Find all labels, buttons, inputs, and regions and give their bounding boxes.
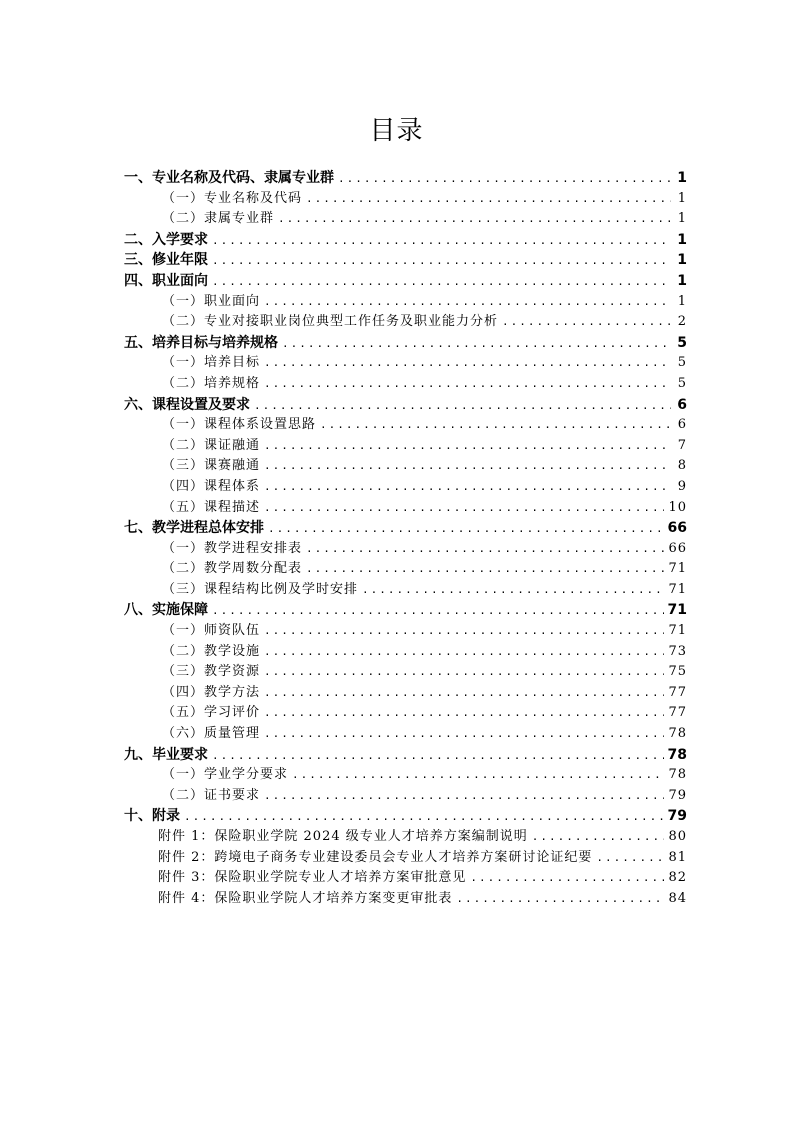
toc-chapter-entry[interactable] <box>124 250 687 271</box>
toc-entry-text: 附件 3：保险职业学院专业人才培养方案审批意见 <box>158 870 467 886</box>
toc-page-number: 1 <box>677 272 687 289</box>
toc-chapter-entry[interactable] <box>124 600 687 621</box>
toc-entry-text: 七、教学进程总体安排 <box>124 520 264 537</box>
toc-entry-text: 三、修业年限 <box>124 252 208 269</box>
dot-leader <box>254 396 671 416</box>
toc-entry-text: （三）课程结构比例及学时安排 <box>162 581 359 597</box>
toc-page-number: 5 <box>677 334 687 351</box>
toc-entry-text: 四、职业面向 <box>124 272 208 289</box>
dot-leader <box>596 848 664 869</box>
toc-entry-text: 五、培养目标与培养规格 <box>124 334 278 351</box>
toc-entry-text: （一）职业面向 <box>162 293 261 309</box>
toc-chapter-entry[interactable] <box>124 333 687 354</box>
toc-entry-text: （一）课程体系设置思路 <box>162 417 317 433</box>
dot-leader <box>268 519 664 539</box>
toc-entry-text: 附件 1：保险职业学院 2024 级专业人才培养方案编制说明 <box>158 829 528 844</box>
toc-page-number: 78 <box>668 726 687 742</box>
toc-entry-text: （三）教学资源 <box>162 664 261 680</box>
toc-page-number: 71 <box>668 561 687 577</box>
dot-leader <box>264 683 664 704</box>
toc-entry-text: （二）培养规格 <box>162 375 261 391</box>
toc-section-entry[interactable] <box>124 498 687 519</box>
toc-entry-text: （一）培养目标 <box>162 355 261 371</box>
toc-page-number: 1 <box>677 231 687 248</box>
toc-entry-text: 二、入学要求 <box>124 231 208 248</box>
toc-entry-text: 附件 4：保险职业学院人才培养方案变更审批表 <box>158 890 453 906</box>
toc-section-entry[interactable] <box>124 786 687 807</box>
toc-section-entry[interactable] <box>124 559 687 580</box>
dot-leader <box>264 642 664 663</box>
toc-entry-text: 附件 2：跨境电子商务专业建设委员会专业人才培养方案研讨论证纪要 <box>158 849 593 865</box>
toc-entry-text: （六）质量管理 <box>162 726 261 742</box>
toc-page-number: 77 <box>668 684 687 700</box>
toc-entry-text: 八、实施保障 <box>124 602 208 619</box>
dot-leader <box>264 477 671 498</box>
toc-section-entry[interactable] <box>124 353 687 374</box>
toc-chapter-entry[interactable] <box>124 271 687 292</box>
toc-section-entry[interactable] <box>124 765 687 786</box>
toc-entry-text: （三）课赛融通 <box>162 458 261 474</box>
toc-page-number: 1 <box>677 252 687 269</box>
toc-section-entry[interactable] <box>124 621 687 642</box>
toc-page-number: 71 <box>668 623 687 639</box>
dot-leader <box>264 498 664 519</box>
dot-leader <box>292 765 664 786</box>
toc-section-entry[interactable] <box>124 292 687 313</box>
toc-section-entry[interactable] <box>124 662 687 683</box>
dot-leader <box>338 169 671 189</box>
toc-entry-text: （一）学业学分要求 <box>162 767 289 783</box>
toc-page-number: 71 <box>667 602 687 619</box>
dot-leader <box>264 436 671 457</box>
toc-section-entry[interactable] <box>124 436 687 457</box>
dot-leader <box>532 827 665 848</box>
toc-page-number: 79 <box>667 808 687 825</box>
toc-page-number: 84 <box>668 890 687 906</box>
toc-page-number: 6 <box>677 417 687 433</box>
toc-page-number: 1 <box>677 211 687 227</box>
toc-page-number: 66 <box>667 520 687 537</box>
toc-appendix-entry[interactable] <box>124 868 687 889</box>
toc-section-entry[interactable] <box>124 312 687 333</box>
toc-section-entry[interactable] <box>124 642 687 663</box>
toc-page-number: 73 <box>668 643 687 659</box>
toc-entry-text: （二）课证融通 <box>162 437 261 453</box>
toc-chapter-entry[interactable] <box>124 168 687 189</box>
toc-page-number: 71 <box>668 581 687 597</box>
toc-appendix-entry[interactable] <box>124 827 687 848</box>
toc-section-entry[interactable] <box>124 415 687 436</box>
dot-leader <box>212 601 664 621</box>
dot-leader <box>212 251 671 271</box>
toc-entry-text: （一）师资队伍 <box>162 623 261 639</box>
toc-chapter-entry[interactable] <box>124 806 687 827</box>
toc-entry-text: 十、附录 <box>124 808 180 825</box>
dot-leader <box>264 703 664 724</box>
dot-leader <box>320 415 671 436</box>
toc-entry-text: （二）教学设施 <box>162 643 261 659</box>
toc-section-entry[interactable] <box>124 580 687 601</box>
toc-section-entry[interactable] <box>124 374 687 395</box>
toc-page-number: 7 <box>677 437 687 453</box>
dot-leader <box>264 724 664 745</box>
toc-page-number: 81 <box>668 849 687 865</box>
dot-leader <box>264 621 664 642</box>
dot-leader <box>456 889 664 910</box>
toc-page-number: 75 <box>668 664 687 680</box>
toc-entry-text: 九、毕业要求 <box>124 746 208 763</box>
toc-page-number: 78 <box>667 746 687 763</box>
dot-leader <box>278 209 671 230</box>
toc-entry-text: （五）课程描述 <box>162 499 261 515</box>
toc-entry-text: （二）教学周数分配表 <box>162 561 303 577</box>
toc-page-number: 1 <box>677 190 687 206</box>
toc-page-number: 2 <box>677 314 687 330</box>
toc-page-number: 1 <box>677 170 687 186</box>
dot-leader <box>264 456 671 477</box>
toc-appendix-entry[interactable] <box>124 889 687 910</box>
toc-entry-text: （一）专业名称及代码 <box>162 190 303 206</box>
toc-entry-text: （二）专业对接职业岗位典型工作任务及职业能力分析 <box>162 314 499 330</box>
toc-appendix-entry[interactable] <box>124 848 687 869</box>
toc-section-entry[interactable] <box>124 683 687 704</box>
toc-chapter-entry[interactable] <box>124 518 687 539</box>
toc-page-number: 6 <box>677 396 687 413</box>
dot-leader <box>306 539 664 560</box>
dot-leader <box>184 807 664 827</box>
dot-leader <box>212 746 664 766</box>
dot-leader <box>264 353 671 374</box>
dot-leader <box>212 272 671 292</box>
dot-leader <box>264 786 664 807</box>
toc-page-number: 9 <box>677 478 687 494</box>
toc-page-number: 77 <box>668 705 687 721</box>
toc-section-entry[interactable] <box>124 477 687 498</box>
dot-leader <box>264 292 671 313</box>
table-of-contents <box>124 168 687 909</box>
toc-entry-text: （二）隶属专业群 <box>162 211 275 227</box>
toc-entry-text: （四）课程体系 <box>162 478 261 494</box>
toc-page-number: 80 <box>668 829 687 844</box>
toc-page-number: 5 <box>677 375 687 391</box>
dot-leader <box>264 374 671 395</box>
dot-leader <box>306 559 664 580</box>
toc-entry-text: 一、专业名称及代码、隶属专业群 <box>124 170 334 186</box>
dot-leader <box>502 312 671 333</box>
toc-section-entry[interactable] <box>124 456 687 477</box>
dot-leader <box>264 662 664 683</box>
toc-section-entry[interactable] <box>124 703 687 724</box>
toc-chapter-entry[interactable] <box>124 395 687 416</box>
dot-leader <box>306 189 671 210</box>
toc-section-entry[interactable] <box>124 209 687 230</box>
toc-page-number: 66 <box>668 540 687 556</box>
toc-entry-text: （二）证书要求 <box>162 787 261 803</box>
toc-page-number: 5 <box>677 355 687 371</box>
toc-entry-text: （五）学习评价 <box>162 705 261 721</box>
toc-page-number: 10 <box>668 499 687 515</box>
dot-leader <box>470 868 664 889</box>
toc-entry-text: （四）教学方法 <box>162 684 261 700</box>
toc-page-number: 79 <box>668 787 687 803</box>
toc-chapter-entry[interactable] <box>124 745 687 766</box>
toc-entry-text: 六、课程设置及要求 <box>124 396 250 413</box>
toc-page-number: 78 <box>668 767 687 783</box>
toc-section-entry[interactable] <box>124 724 687 745</box>
toc-chapter-entry[interactable] <box>124 230 687 251</box>
toc-page-number: 82 <box>668 870 687 886</box>
toc-page-number: 8 <box>677 458 687 474</box>
toc-page-number: 1 <box>677 293 687 309</box>
toc-section-entry[interactable] <box>124 189 687 210</box>
toc-entry-text: （一）教学进程安排表 <box>162 540 303 556</box>
dot-leader <box>362 580 664 601</box>
toc-title: 目录 <box>369 116 424 146</box>
dot-leader <box>282 334 671 354</box>
toc-section-entry[interactable] <box>124 539 687 560</box>
dot-leader <box>212 231 671 251</box>
